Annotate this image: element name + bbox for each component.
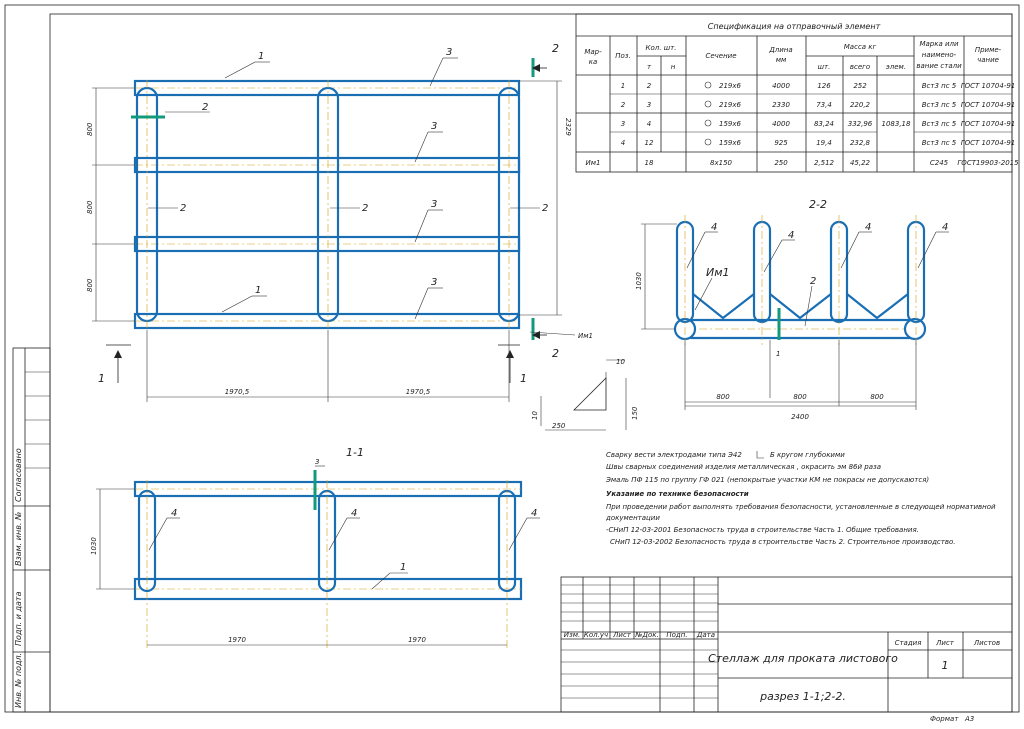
section-mark: 1 (520, 372, 527, 385)
section11-dim: 1970 (228, 636, 246, 644)
spec-row (621, 82, 1015, 90)
side-label-inv-orig: Инв. № подл. (14, 652, 23, 708)
spec-h-note: Приме- (974, 46, 1002, 54)
front-pos-label: 3 (446, 47, 453, 58)
section-mark: 2 (552, 347, 559, 360)
svg-text:Вст3 пс 5: Вст3 пс 5 (921, 82, 957, 90)
notes-block (605, 451, 996, 546)
svg-text:2: 2 (646, 82, 652, 90)
spec-title: Спецификация на отправочный элемент (707, 22, 881, 31)
section22-dim: 800 (716, 393, 730, 401)
plate-dim: 150 (631, 406, 639, 420)
section22-title: 2-2 (809, 198, 827, 211)
svg-text:2330: 2330 (772, 101, 790, 109)
note-line: Швы сварных соединений изделия металлическая , окрасить эм 86й раза (606, 463, 882, 471)
safety-line: документации (606, 514, 660, 522)
front-pos-label: 3 (431, 277, 438, 288)
section11-title: 1-1 (346, 446, 364, 459)
note-line: Эмаль ПФ 115 по группу ГФ 021 (непокрытые участки КМ не покрасы не допускаются) (606, 476, 930, 484)
svg-text:8x150: 8x150 (710, 159, 732, 167)
front-view (86, 42, 593, 402)
spec-row-im1 (586, 159, 1020, 167)
plate-dim: 250 (552, 422, 566, 430)
stamp-col: Кол.уч (583, 631, 609, 639)
section22-mark: 1 (776, 350, 781, 358)
front-dim-right: 2329 (564, 118, 572, 136)
stamp-col: Подп. (666, 631, 688, 639)
safety-title: Указание по технике безопасности (606, 490, 749, 498)
note-line: Сварку вести электродами типа Э42 (606, 451, 742, 459)
svg-text:ГОСТ 10704-91: ГОСТ 10704-91 (960, 82, 1016, 90)
svg-text:73,4: 73,4 (816, 101, 832, 109)
format-value: А3 (965, 715, 975, 723)
spec-h-n: н (670, 63, 676, 71)
stamp-col: Лист (613, 631, 631, 639)
section22-pos: 2 (810, 276, 817, 287)
spec-h-kol: Кол. шт. (645, 44, 677, 52)
section11-pos: 4 (351, 508, 358, 519)
section11-dim: 1970 (408, 636, 426, 644)
spec-h-vsego: всего (849, 63, 871, 71)
svg-text:3: 3 (646, 101, 652, 109)
svg-text:Им1: Им1 (585, 159, 601, 167)
svg-text:С245: С245 (929, 159, 949, 167)
svg-text:4000: 4000 (772, 120, 790, 128)
format-label: Формат (930, 715, 959, 723)
svg-text:220,2: 220,2 (849, 101, 871, 109)
front-pos-label: 2 (362, 203, 369, 214)
stamp-listov: Листов (973, 639, 1001, 647)
svg-text:332,96: 332,96 (847, 120, 873, 128)
section-2-2 (635, 198, 949, 421)
svg-text:наимено-: наимено- (921, 51, 957, 59)
section-mark: 2 (552, 42, 559, 55)
front-pos-label: 2 (202, 102, 209, 113)
svg-text:1: 1 (620, 82, 626, 90)
stamp-stadia: Стадия (894, 639, 922, 647)
stamp-title2: разрез 1-1;2-2. (760, 690, 846, 703)
svg-text:ГОСТ 10704-91: ГОСТ 10704-91 (960, 120, 1016, 128)
front-dim-bottom: 1970,5 (224, 388, 250, 396)
svg-text:ГОСТ19903-2015: ГОСТ19903-2015 (957, 159, 1019, 167)
stamp-title1: Стеллаж для проката листового (708, 652, 898, 665)
front-dim-left: 800 (86, 122, 94, 136)
svg-text:252: 252 (853, 82, 867, 90)
note-line: Б кругом глубокими (770, 451, 845, 459)
svg-text:18: 18 (644, 159, 654, 167)
section22-pos: 4 (942, 222, 949, 233)
svg-text:126: 126 (817, 82, 831, 90)
section11-pos: 4 (531, 508, 538, 519)
section22-dim: 800 (793, 393, 807, 401)
front-dim-bottom: 1970,5 (405, 388, 431, 396)
title-block (561, 577, 1012, 723)
stamp-list: Лист (936, 639, 954, 647)
safety-line: СНиП 12-03-2002 Безопасность труда в строительстве Часть 2. Строительное производство. (610, 538, 956, 546)
svg-text:19,4: 19,4 (816, 139, 832, 147)
svg-text:Вст3 пс 5: Вст3 пс 5 (921, 101, 957, 109)
spec-h-steel: Марка или (919, 40, 959, 48)
plate-detail (531, 358, 639, 430)
stamp-list-num: 1 (941, 659, 949, 672)
svg-text:4: 4 (646, 120, 652, 128)
section22-pos: 4 (711, 222, 718, 233)
spec-table (576, 14, 1019, 172)
svg-text:чание: чание (977, 56, 999, 64)
section11-pos: 3 (315, 458, 320, 466)
spec-h-elem: элем. (885, 63, 907, 71)
front-pos-label: 2 (180, 203, 187, 214)
svg-text:4: 4 (620, 139, 626, 147)
front-im1-label: Им1 (578, 332, 593, 340)
section11-dim-h: 1030 (90, 537, 98, 555)
svg-text:ГОСТ 10704-91: ГОСТ 10704-91 (960, 101, 1016, 109)
side-label-replace-inv: Взам. инв. № (14, 511, 23, 566)
front-pos-label: 1 (255, 285, 262, 296)
front-pos-label: 3 (431, 199, 438, 210)
svg-text:3: 3 (620, 120, 626, 128)
spec-row (621, 139, 1015, 147)
section22-dim-h: 1030 (635, 272, 643, 290)
front-pos-label: 3 (431, 121, 438, 132)
plate-dim: 10 (531, 411, 539, 420)
svg-text:159x6: 159x6 (719, 120, 741, 128)
section11-pos: 1 (400, 562, 407, 573)
svg-text:925: 925 (774, 139, 788, 147)
spec-row (621, 101, 1015, 109)
spec-h-marka: Мар- (584, 48, 602, 56)
svg-text:232,8: 232,8 (849, 139, 871, 147)
spec-h-poz: Поз. (615, 52, 631, 60)
side-label-sign-date: Подп. и дата (14, 591, 23, 646)
svg-text:мм: мм (775, 56, 787, 64)
section-mark: 1 (98, 372, 105, 385)
spec-h-sht: шт. (817, 63, 831, 71)
spec-h-massa: Масса кг (843, 43, 877, 51)
inner-frame (50, 14, 1012, 712)
plate-dim: 10 (616, 358, 625, 366)
svg-text:4000: 4000 (772, 82, 790, 90)
stamp-col: №Док. (635, 631, 659, 639)
section-1-1 (90, 446, 540, 650)
section11-pos: 4 (171, 508, 178, 519)
svg-text:ГОСТ 10704-91: ГОСТ 10704-91 (960, 139, 1016, 147)
spec-row (621, 120, 1015, 128)
section22-im1: Им1 (706, 266, 730, 279)
svg-text:2,512: 2,512 (813, 159, 835, 167)
svg-text:83,24: 83,24 (813, 120, 835, 128)
front-pos-label: 2 (542, 203, 549, 214)
section22-pos: 4 (788, 230, 795, 241)
stamp-col: Дата (696, 631, 716, 639)
svg-text:219x6: 219x6 (719, 101, 741, 109)
side-label-agreed: Согласовано (14, 448, 23, 502)
section22-dim-total: 2400 (791, 413, 809, 421)
svg-text:Вст3 пс 5: Вст3 пс 5 (921, 120, 957, 128)
svg-text:219x6: 219x6 (719, 82, 741, 90)
front-dim-left: 800 (86, 278, 94, 292)
svg-text:45,22: 45,22 (849, 159, 871, 167)
spec-elem-mass: 1083,18 (881, 120, 911, 128)
svg-text:12: 12 (644, 139, 654, 147)
spec-h-dlina: Длина (769, 46, 793, 54)
svg-text:ка: ка (588, 58, 598, 66)
svg-text:вание стали: вание стали (916, 62, 962, 70)
svg-text:250: 250 (774, 159, 788, 167)
svg-text:2: 2 (620, 101, 626, 109)
safety-line: -СНиП 12-03-2001 Безопасность труда в строительстве Часть 1. Общие требования. (606, 526, 919, 534)
spec-h-sechenie: Сечение (705, 52, 737, 60)
front-pos-label: 1 (258, 51, 265, 62)
safety-line: При проведении работ выполнять требования безопасности, установленные в следующей нормативной (606, 503, 996, 511)
side-stamp (13, 348, 50, 712)
svg-text:Вст3 пс 5: Вст3 пс 5 (921, 139, 957, 147)
svg-text:159x6: 159x6 (719, 139, 741, 147)
stamp-col: Изм. (563, 631, 581, 639)
section22-pos: 4 (865, 222, 872, 233)
spec-h-t: т (646, 63, 652, 71)
section22-dim: 800 (870, 393, 884, 401)
front-dim-left: 800 (86, 200, 94, 214)
